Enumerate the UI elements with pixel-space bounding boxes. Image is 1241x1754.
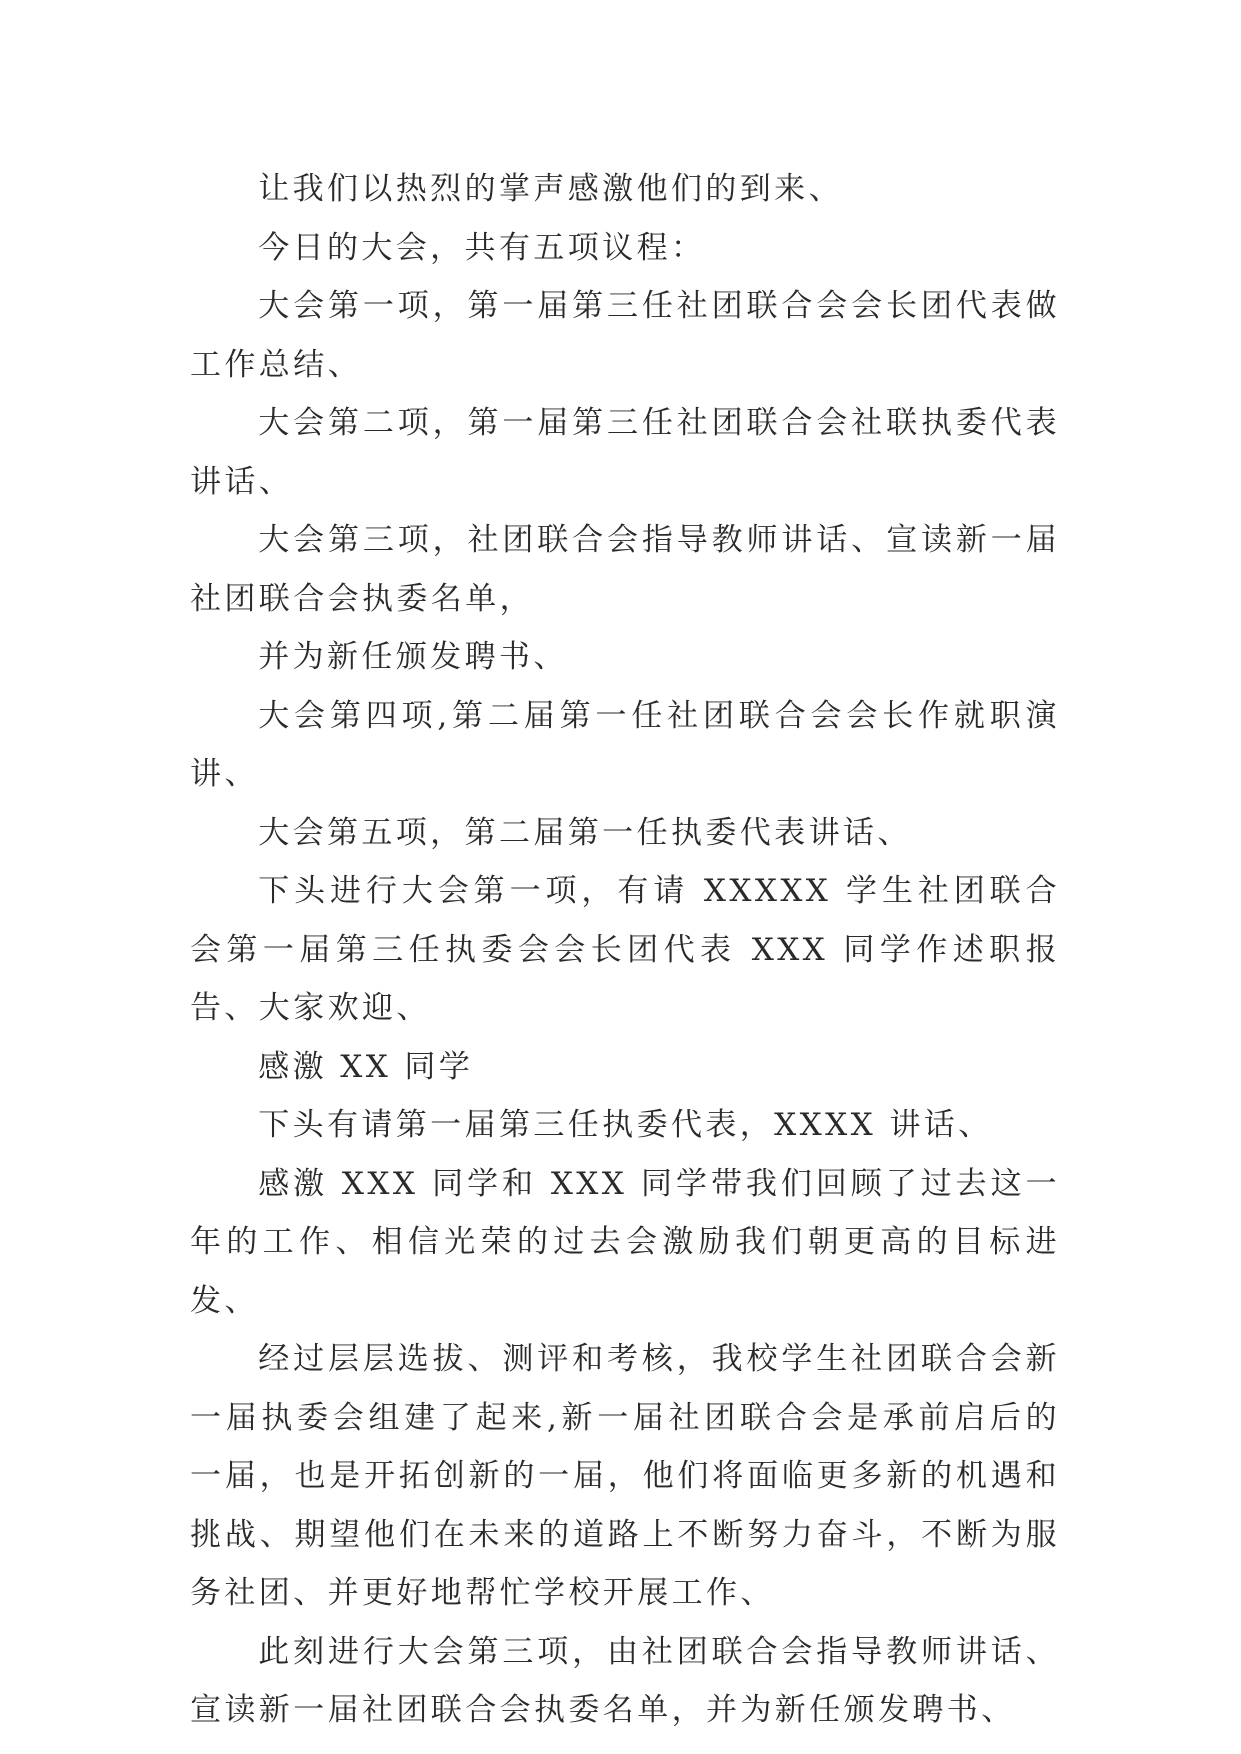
paragraph: 感激 XX 同学 [258,1048,474,1085]
paragraph: 大会第一项，第一届第三任社团联合会会长团代表做工作总结、 [190,288,1060,383]
paragraph: 大会第三项，社团联合会指导教师讲话、宣读新一届社团联合会执委名单， [190,522,1060,617]
paragraph: 大会第五项，第二届第一任执委代表讲话、 [258,814,912,851]
paragraph: 经过层层选拔、测评和考核，我校学生社团联合会新一届执委会组建了起来,新一届社团联合会是承前启后的一届，也是开拓创新的一届，他们将面临更多新的机遇和挑战、期望他们在未来的道路上不断努力奋斗，不断为服务社团、并更好地帮忙学校开展工作、 [190,1341,1060,1611]
document-body [190,160,1060,1740]
paragraph: 让我们以热烈的掌声感激他们的到来、 [258,171,843,207]
paragraph: 此刻进行大会第三项，由社团联合会指导教师讲话、宣读新一届社团联合会执委名单，并为新任颁发聘书、 [190,1633,1060,1728]
paragraph: 今日的大会，共有五项议程： [258,229,706,266]
paragraph: 大会第二项，第一届第三任社团联合会社联执委代表讲话、 [190,405,1060,500]
paragraph: 大会第四项,第二届第一任社团联合会会长作就职演讲、 [190,697,1060,792]
paragraph: 下头有请第一届第三任执委代表，XXXX 讲话、 [258,1107,993,1143]
paragraph: 下头进行大会第一项，有请 XXXXX 学生社团联合会第一届第三任执委会会长团代表 XXX 同学作述职报告、大家欢迎、 [190,873,1060,1026]
paragraph: 感激 XXX 同学和 XXX 同学带我们回顾了过去这一年的工作、相信光荣的过去会激励我们朝更高的目标进发、 [190,1165,1060,1319]
paragraph: 并为新任颁发聘书、 [258,639,568,675]
